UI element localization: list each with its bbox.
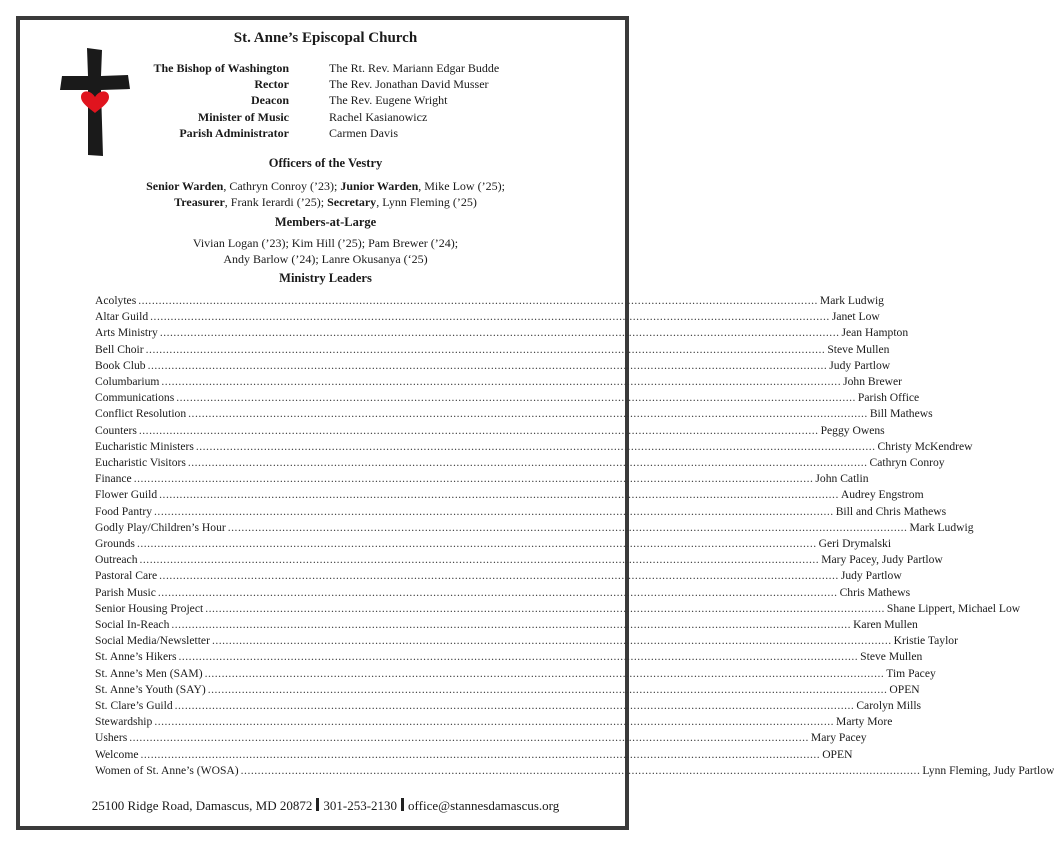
list-item <box>95 471 869 487</box>
list-item <box>95 423 885 439</box>
list-item <box>95 358 891 374</box>
staff-role: Rector <box>254 77 289 92</box>
list-item <box>95 633 958 649</box>
leader-name: Kristie Taylor <box>893 634 958 648</box>
staff-role: Parish Administrator <box>179 125 289 140</box>
dot-leader: ........................................................................................................................................................................................................ <box>195 439 876 453</box>
staff-row <box>152 92 592 108</box>
dot-leader: ........................................................................................................................................................................................................ <box>133 472 814 486</box>
dot-leader: ........................................................................................................................................................................................................ <box>188 407 868 421</box>
staff-row <box>152 76 592 92</box>
leader-name: Bill and Chris Mathews <box>835 504 947 518</box>
separator-bar <box>401 798 404 811</box>
list-item <box>95 406 933 422</box>
dot-leader: ........................................................................................................................................................................................................ <box>159 326 840 340</box>
staff-row <box>152 109 592 125</box>
staff-list <box>152 60 592 141</box>
dot-leader: ........................................................................................................................................................................................................ <box>227 520 908 534</box>
leader-name: Bill Mathews <box>869 407 933 421</box>
dot-leader: ........................................................................................................................................................................................................ <box>159 488 839 502</box>
staff-role: The Bishop of Washington <box>153 61 289 75</box>
leader-name: Shane Lippert, Michael Low <box>886 601 1021 615</box>
leader-name: Mary Pacey <box>810 731 867 745</box>
ministry-name: St. Anne’s Hikers <box>95 650 177 664</box>
list-item <box>95 520 974 536</box>
dot-leader: ........................................................................................................................................................................................................ <box>207 682 888 696</box>
members-heading: Members-at-Large <box>274 215 377 229</box>
leader-name: Mary Pacey, Judy Partlow <box>821 553 943 567</box>
senior-warden-label: Senior Warden <box>146 179 224 193</box>
members-line-2: Andy Barlow (’24); Lanre Okusanya (‘25) <box>223 252 428 266</box>
list-item <box>95 763 1054 779</box>
list-item <box>95 536 892 552</box>
staff-name: The Rev. Eugene Wright <box>329 93 448 108</box>
ministry-name: Counters <box>95 423 137 437</box>
list-item <box>95 487 924 503</box>
leader-name: Cathryn Conroy <box>869 456 945 470</box>
list-item <box>95 568 902 584</box>
staff-name: Carmen Davis <box>329 125 398 140</box>
ministry-heading: Ministry Leaders <box>279 271 372 285</box>
dot-leader: ........................................................................................................................................................................................................ <box>204 666 885 680</box>
list-item <box>95 649 923 665</box>
dot-leader: ........................................................................................................................................................................................................ <box>211 634 892 648</box>
leader-name: OPEN <box>889 682 920 696</box>
ministry-name: Acolytes <box>95 294 137 307</box>
senior-warden: , Cathryn Conroy (’23); <box>223 179 341 193</box>
leader-name: Peggy Owens <box>820 423 885 437</box>
ministry-name: Outreach <box>95 553 138 567</box>
list-item <box>95 293 884 309</box>
ministry-name: Parish Music <box>95 585 156 599</box>
list-item <box>95 730 867 746</box>
staff-name: The Rt. Rev. Mariann Edgar Budde <box>329 61 500 75</box>
ministry-name: Food Pantry <box>95 504 153 518</box>
list-item <box>95 617 918 633</box>
list-item <box>95 455 945 471</box>
list-item <box>95 682 920 698</box>
leader-name: Carolyn Mills <box>856 699 922 713</box>
leader-name: Mark Ludwig <box>909 520 974 534</box>
list-item <box>95 747 853 763</box>
footer-contact <box>0 798 651 814</box>
church-title: St. Anne’s Episcopal Church <box>233 30 418 46</box>
dot-leader: ........................................................................................................................................................................................................ <box>138 423 819 437</box>
ministry-name: Altar Guild <box>95 310 149 324</box>
leader-name: Tim Pacey <box>886 666 936 680</box>
ministry-name: Flower Guild <box>95 488 158 502</box>
leader-name: John Catlin <box>815 472 869 486</box>
leader-name: Marty More <box>836 715 893 729</box>
ministry-name: St. Clare’s Guild <box>95 699 173 713</box>
members-line-1: Vivian Logan (’23); Kim Hill (’25); Pam Brewer (’24); <box>192 236 459 250</box>
dot-leader: ........................................................................................................................................................................................................ <box>240 763 921 777</box>
treasurer-label: Treasurer <box>174 195 225 209</box>
leader-name: Janet Low <box>831 310 880 324</box>
leader-name: Geri Drymalski <box>818 537 892 551</box>
list-item <box>95 325 909 341</box>
staff-role: Minister of Music <box>197 109 289 124</box>
footer-email: office@stannesdamascus.org <box>408 798 560 813</box>
ministry-name: Finance <box>95 472 132 486</box>
ministry-name: Godly Play/Children’s Hour <box>95 520 226 534</box>
ministry-name: Eucharistic Visitors <box>95 456 186 470</box>
dot-leader: ........................................................................................................................................................................................................ <box>138 294 818 307</box>
list-item <box>95 666 936 682</box>
ministry-name: Conflict Resolution <box>95 407 187 421</box>
ministry-name: Pastoral Care <box>95 569 158 583</box>
dot-leader: ........................................................................................................................................................................................................ <box>176 391 856 405</box>
staff-name: The Rev. Jonathan David Musser <box>329 77 489 92</box>
dot-leader: ........................................................................................................................................................................................................ <box>171 618 852 632</box>
list-item <box>95 714 893 730</box>
dot-leader: ........................................................................................................................................................................................................ <box>178 650 859 664</box>
staff-role: Deacon <box>251 93 289 108</box>
footer-address: 25100 Ridge Road, Damascus, MD 20872 <box>91 798 313 813</box>
ministry-name: Book Club <box>95 358 146 372</box>
leader-name: John Brewer <box>843 375 903 389</box>
dot-leader: ........................................................................................................................................................................................................ <box>147 358 828 372</box>
junior-warden: , Mike Low (’25); <box>418 179 505 193</box>
list-item <box>95 698 922 714</box>
ministry-name: Welcome <box>95 747 139 761</box>
cross-heart-icon <box>60 48 130 156</box>
list-item <box>95 309 880 325</box>
leader-name: Jean Hampton <box>841 326 909 340</box>
leader-name: OPEN <box>822 747 853 761</box>
staff-name: Rachel Kasianowicz <box>329 109 428 124</box>
dot-leader: ........................................................................................................................................................................................................ <box>154 504 834 518</box>
leader-name: Audrey Engstrom <box>840 488 924 502</box>
leader-name: Mark Ludwig <box>819 294 884 307</box>
list-item <box>95 552 943 568</box>
dot-leader: ........................................................................................................................................................................................................ <box>136 537 817 551</box>
dot-leader: ........................................................................................................................................................................................................ <box>154 715 835 729</box>
staff-row <box>152 60 592 76</box>
dot-leader: ........................................................................................................................................................................................................ <box>145 342 826 356</box>
staff-row <box>152 125 592 141</box>
dot-leader: ........................................................................................................................................................................................................ <box>150 310 830 324</box>
leader-name: Lynn Fleming, Judy Partlow <box>922 763 1054 777</box>
list-item <box>95 390 920 406</box>
footer-phone: 301-253-2130 <box>323 798 398 813</box>
ministry-name: Stewardship <box>95 715 153 729</box>
separator-bar <box>316 798 319 811</box>
list-item <box>95 342 890 358</box>
ministry-leaders-list <box>95 293 1054 779</box>
leader-name: Christy McKendrew <box>877 439 973 453</box>
list-item <box>95 585 911 601</box>
list-item <box>95 601 1021 617</box>
ministry-name: Columbarium <box>95 375 160 389</box>
vestry-heading: Officers of the Vestry <box>268 156 383 170</box>
dot-leader: ........................................................................................................................................................................................................ <box>161 375 842 389</box>
ministry-name: Social Media/Newsletter <box>95 634 210 648</box>
secretary-label: Secretary <box>327 195 377 209</box>
treasurer: , Frank Ierardi (’25); <box>224 195 328 209</box>
dot-leader: ........................................................................................................................................................................................................ <box>140 747 821 761</box>
vestry-officers <box>0 178 651 210</box>
ministry-name: Arts Ministry <box>95 326 158 340</box>
ministry-name: Women of St. Anne’s (WOSA) <box>95 763 239 777</box>
junior-warden-label: Junior Warden <box>340 179 419 193</box>
leader-name: Steve Mullen <box>827 342 890 356</box>
leader-name: Judy Partlow <box>829 358 891 372</box>
list-item <box>95 504 947 520</box>
members-list <box>0 235 651 267</box>
secretary: , Lynn Fleming (’25) <box>376 195 477 209</box>
leader-name: Steve Mullen <box>860 650 923 664</box>
dot-leader: ........................................................................................................................................................................................................ <box>157 585 838 599</box>
list-item <box>95 439 973 455</box>
ministry-name: St. Anne’s Youth (SAY) <box>95 682 206 696</box>
dot-leader: ........................................................................................................................................................................................................ <box>139 553 820 567</box>
ministry-name: Bell Choir <box>95 342 144 356</box>
ministry-name: Grounds <box>95 537 135 551</box>
dot-leader: ........................................................................................................................................................................................................ <box>174 699 855 713</box>
dot-leader: ........................................................................................................................................................................................................ <box>129 731 809 745</box>
dot-leader: ........................................................................................................................................................................................................ <box>159 569 839 583</box>
list-item <box>95 374 903 390</box>
leader-name: Karen Mullen <box>853 618 918 632</box>
leader-name: Judy Partlow <box>840 569 902 583</box>
ministry-name: Ushers <box>95 731 128 745</box>
leader-name: Parish Office <box>857 391 920 405</box>
dot-leader: ........................................................................................................................................................................................................ <box>205 601 885 615</box>
ministry-name: Communications <box>95 391 175 405</box>
ministry-name: Social In-Reach <box>95 618 170 632</box>
ministry-name: Eucharistic Ministers <box>95 439 194 453</box>
ministry-name: Senior Housing Project <box>95 601 204 615</box>
ministry-name: St. Anne’s Men (SAM) <box>95 666 203 680</box>
dot-leader: ........................................................................................................................................................................................................ <box>187 456 868 470</box>
leader-name: Chris Mathews <box>839 585 911 599</box>
